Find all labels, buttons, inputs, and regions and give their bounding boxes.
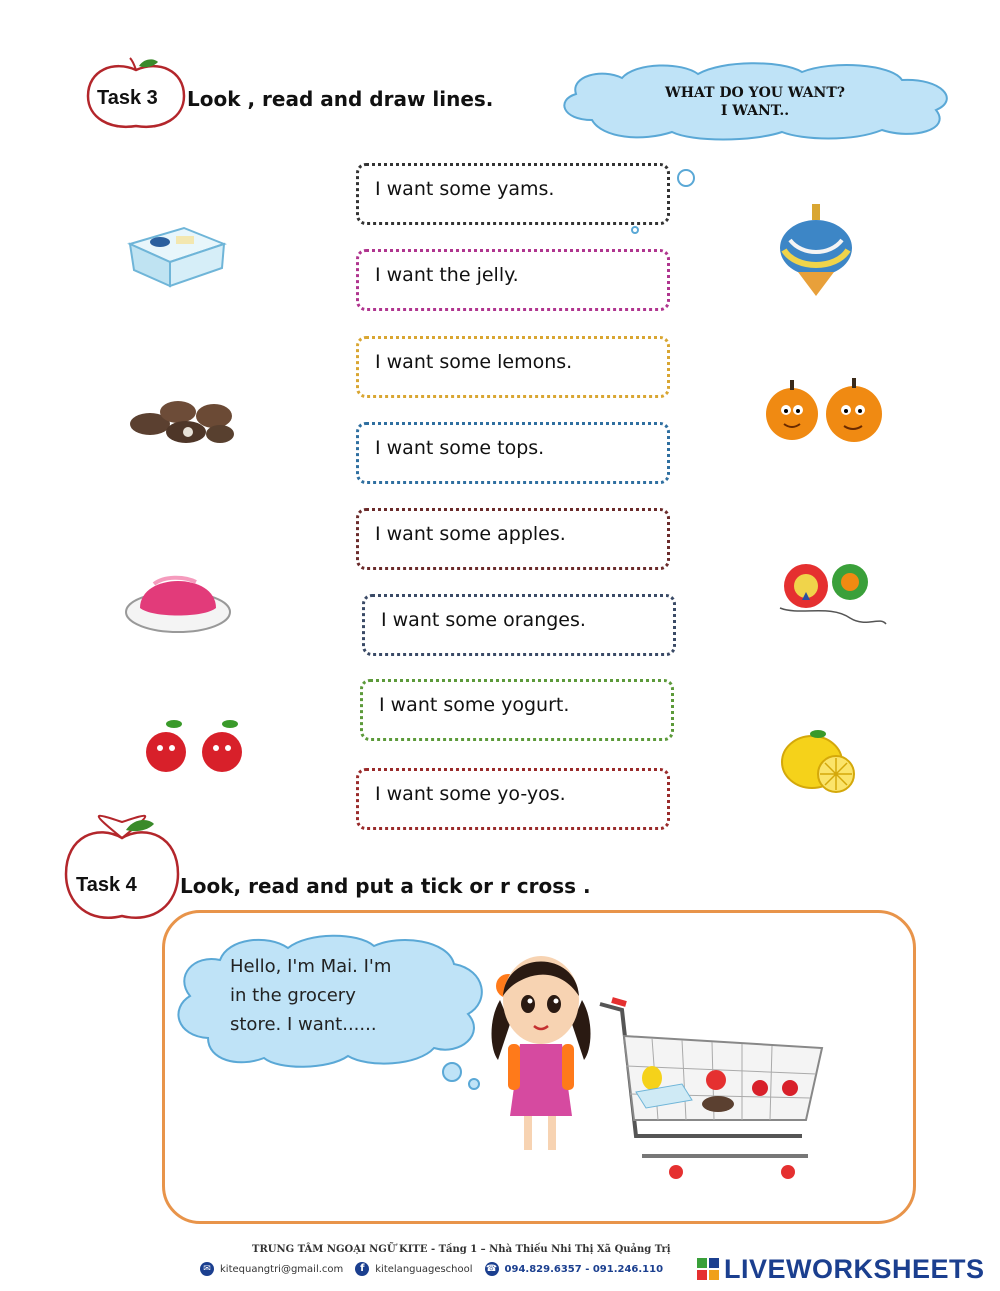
sentence-box-1[interactable] [356, 163, 670, 225]
cloud-line-1: WHAT DO YOU WANT? [665, 85, 845, 101]
yams-icon [128, 394, 240, 446]
sentence-box-2[interactable] [356, 249, 670, 311]
task3-title: Look , read and draw lines. [187, 87, 494, 111]
girl-mai-icon [486, 940, 596, 1156]
spinning-top-icon [776, 200, 856, 300]
cloud-line-2: I WANT.. [720, 103, 790, 119]
shopping-cart-icon [592, 996, 832, 1184]
sentence-text: I want some lemons. [375, 351, 573, 373]
yogurt-icon [124, 214, 228, 288]
speech-line-2: in the grocery [230, 985, 356, 1006]
speech-text [230, 952, 391, 1039]
sentence-box-4[interactable] [356, 422, 670, 484]
cloud-question [600, 84, 910, 120]
sentence-text: I want some apples. [375, 523, 566, 545]
apples-icon [134, 712, 252, 784]
liveworksheets-logo [696, 1254, 985, 1285]
footer-address: TRUNG TÂM NGOẠI NGỮ KITE - Tầng 1 – Nhà Thiếu Nhi Thị Xã Quảng Trị [252, 1244, 671, 1255]
oranges-icon [760, 370, 886, 462]
sentence-text: I want some yogurt. [379, 694, 570, 716]
sentence-box-6[interactable] [362, 594, 676, 656]
sentence-box-8[interactable] [356, 768, 670, 830]
task4-label: Task 4 [76, 874, 137, 896]
footer-phone: 094.829.6357 - 091.246.110 [504, 1263, 664, 1275]
phone-icon: ☎ [485, 1264, 498, 1274]
yo-yos-icon [770, 556, 890, 636]
sentence-text: I want some yams. [375, 178, 555, 200]
jelly-icon [124, 558, 232, 636]
sentence-box-5[interactable] [356, 508, 670, 570]
sentence-box-7[interactable] [360, 679, 674, 741]
task4-title: Look, read and put a tick or r cross . [180, 874, 591, 898]
liveworksheets-logo-icon [696, 1256, 722, 1284]
facebook-icon: f [355, 1262, 369, 1276]
task3-label: Task 3 [97, 87, 158, 109]
speech-line-1: Hello, I'm Mai. I'm [230, 956, 392, 977]
sentence-text: I want the jelly. [375, 264, 519, 286]
sentence-text: I want some tops. [375, 437, 545, 459]
footer-contacts [200, 1262, 663, 1276]
apple-badge-task4 [62, 808, 182, 926]
sentence-text: I want some yo-yos. [375, 783, 566, 805]
lemon-icon [778, 724, 864, 796]
speech-line-3: store. I want...... [230, 1014, 377, 1035]
footer-facebook: kitelanguageschool [375, 1263, 473, 1275]
footer-email: kitequangtri@gmail.com [220, 1263, 344, 1275]
sentence-text: I want some oranges. [381, 609, 586, 631]
liveworksheets-brand: LIVEWORKSHEETS [724, 1254, 985, 1284]
email-icon: ✉ [200, 1262, 214, 1276]
sentence-box-3[interactable] [356, 336, 670, 398]
